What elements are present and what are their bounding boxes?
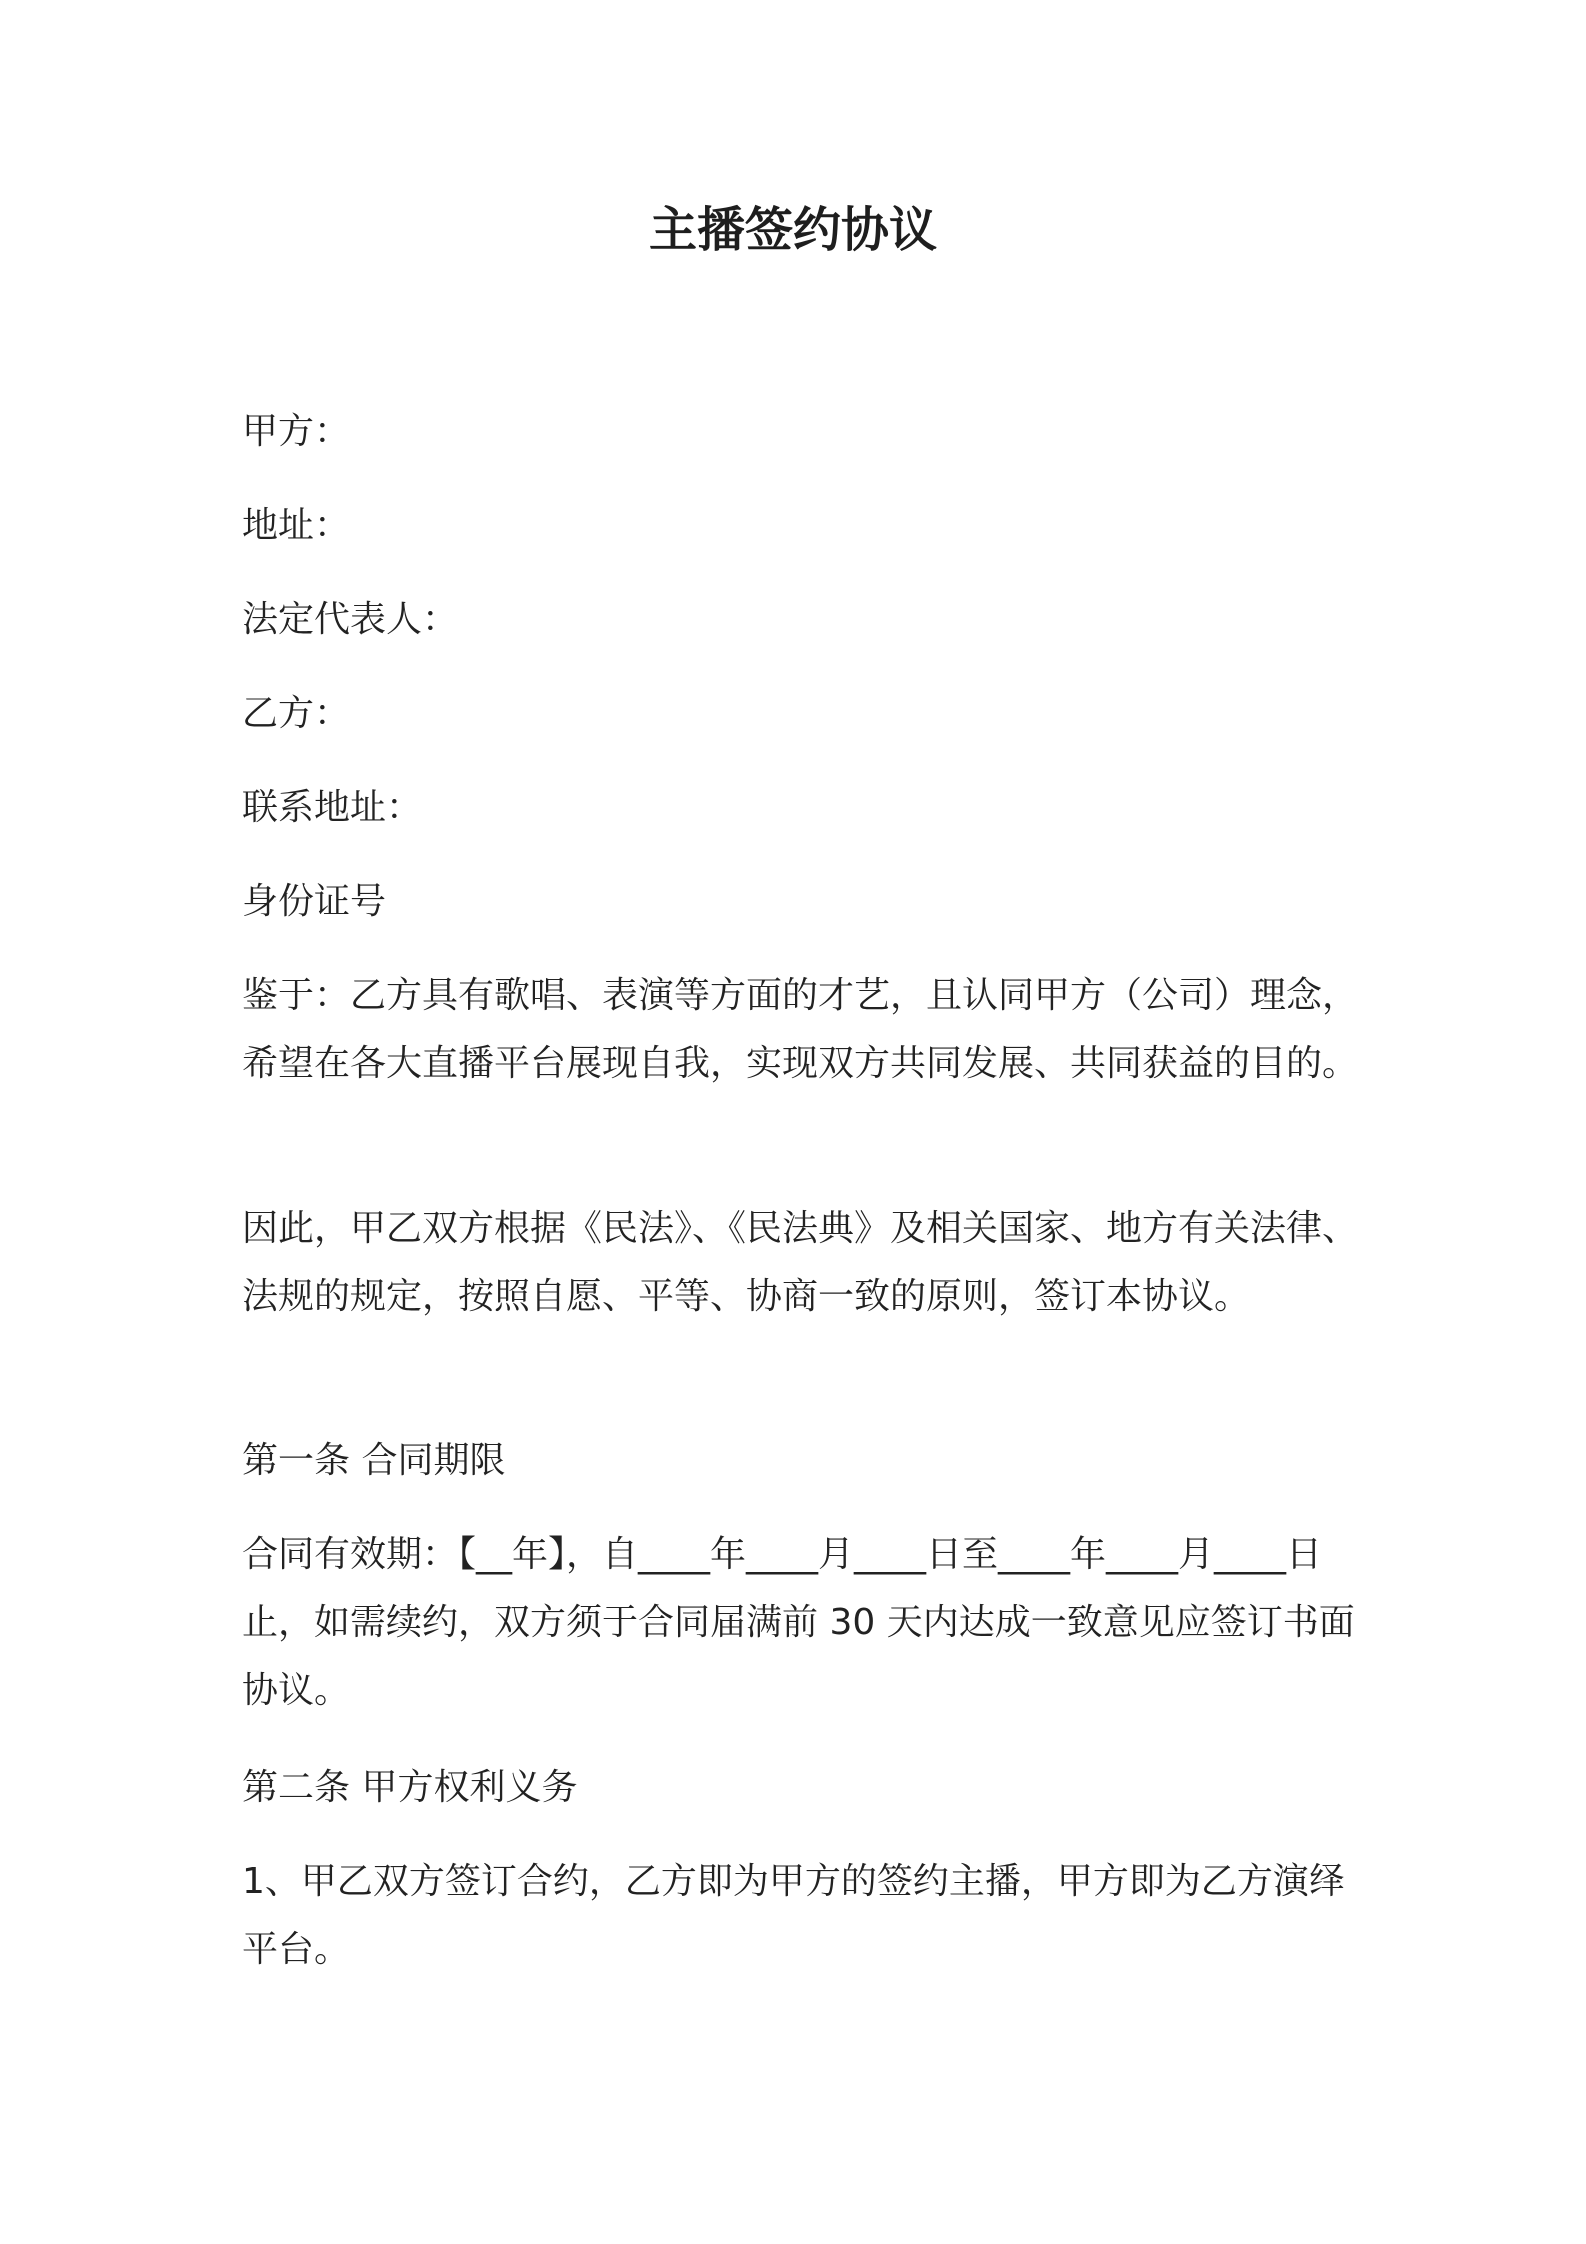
therefore-paragraph: 因此，甲乙双方根据《民法》、《民法典》及相关国家、地方有关法律、法规的规定，按照自愿、平等、协商一致的原则，签订本协议。 bbox=[242, 1208, 1359, 1317]
party-b-field: 乙方： bbox=[242, 693, 351, 734]
article1-body: 合同有效期：【__年】，自____年____月____日至____年____月____日止，如需续约，双方须于合同届满前 30 天内达成一致意见应签订书面协议。 bbox=[242, 1534, 1355, 1711]
document-title: 主播签约协议 bbox=[648, 202, 937, 258]
contact-address-field: 联系地址： bbox=[242, 787, 423, 828]
id-number-field: 身份证号 bbox=[242, 881, 387, 922]
party-a-field: 甲方： bbox=[242, 411, 351, 452]
article2-heading: 第二条 甲方权利义务 bbox=[242, 1767, 578, 1808]
whereas-paragraph: 鉴于：乙方具有歌唱、表演等方面的才艺，且认同甲方（公司）理念，希望在各大直播平台展现自我，实现双方共同发展、共同获益的目的。 bbox=[242, 975, 1359, 1084]
address-field: 地址： bbox=[242, 505, 351, 546]
article2-item1: 1、甲乙双方签订合约，乙方即为甲方的签约主播，甲方即为乙方演绎平台。 bbox=[242, 1861, 1345, 1970]
article1-heading: 第一条 合同期限 bbox=[242, 1440, 506, 1481]
legal-representative-field: 法定代表人： bbox=[242, 599, 459, 640]
